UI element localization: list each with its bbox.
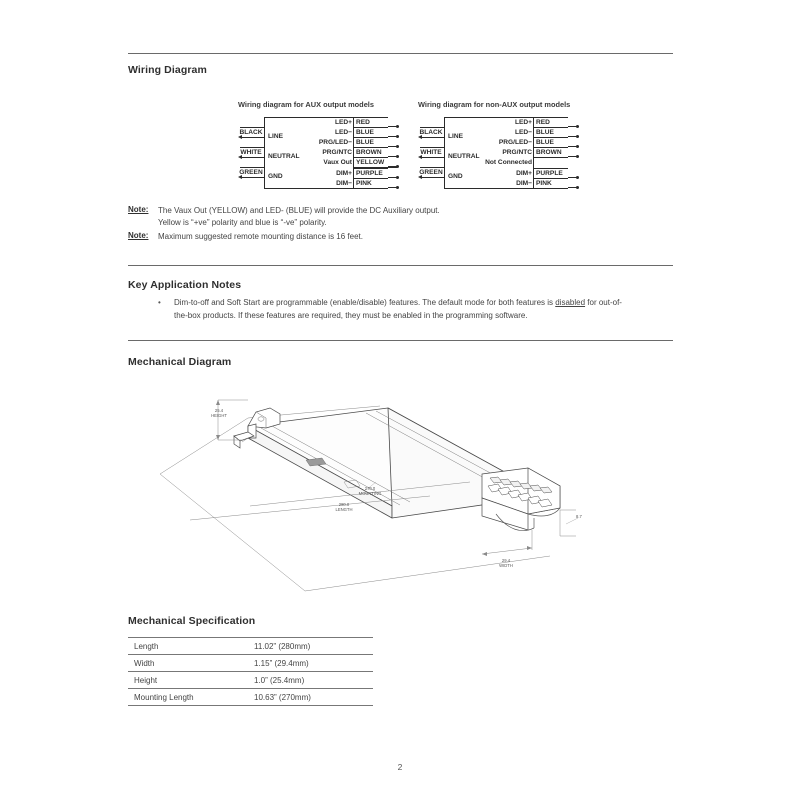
output-terminal-4: Not Connected bbox=[485, 159, 532, 167]
dimension-height-label: HEIGHT bbox=[211, 413, 227, 418]
input-wire-line bbox=[240, 147, 264, 148]
output-terminal-dot bbox=[396, 155, 399, 158]
output-wire-red-0: RED bbox=[534, 117, 568, 128]
output-terminal-dot bbox=[396, 176, 399, 179]
output-terminal-dot bbox=[576, 176, 579, 179]
key-note-bullet: • bbox=[158, 298, 161, 307]
output-terminal-3: PRG/NTC bbox=[322, 149, 352, 157]
mechanical-drawing bbox=[130, 378, 630, 613]
input-wire-line bbox=[420, 147, 444, 148]
dimension-mounting bbox=[352, 486, 388, 496]
dimension-width-label: WIDTH bbox=[499, 563, 513, 568]
output-terminal-2: PRG/LED− bbox=[498, 139, 532, 147]
output-terminal-5: DIM+ bbox=[336, 169, 352, 177]
output-terminal-2: PRG/LED− bbox=[318, 139, 352, 147]
input-wire-black: BLACK bbox=[419, 129, 443, 136]
output-terminal-dot bbox=[396, 165, 399, 168]
note-1-line-2: Yellow is “+ve” polarity and blue is “-ve” polarity. bbox=[158, 218, 327, 227]
output-wire-brown-3: BROWN bbox=[354, 147, 388, 158]
note-1-line-1: The Vaux Out (YELLOW) and LED- (BLUE) will provide the DC Auxiliary output. bbox=[158, 206, 440, 215]
output-terminal-dot bbox=[396, 125, 399, 128]
output-terminal-0: LED+ bbox=[334, 119, 352, 126]
note-2-tag: Note: bbox=[128, 231, 149, 240]
output-wire-blue-2: BLUE bbox=[534, 137, 568, 148]
output-wire-pink-6: PINK bbox=[534, 178, 568, 189]
key-note-text-before: Dim-to-off and Soft Start are programmable (enable/disable) features. The default mode for both features is bbox=[174, 298, 556, 307]
dimension-thickness bbox=[576, 514, 594, 519]
spec-value: 10.63” (270mm) bbox=[254, 689, 373, 706]
input-wire-line bbox=[420, 127, 444, 128]
dimension-thickness-value: 8.7 bbox=[576, 514, 582, 519]
table-row bbox=[128, 689, 373, 706]
input-arrow-icon bbox=[418, 135, 422, 139]
input-arrow-icon bbox=[418, 175, 422, 179]
section-title-key-application-notes: Key Application Notes bbox=[128, 279, 242, 291]
output-wire-pink-6: PINK bbox=[354, 178, 388, 189]
output-wire-yellow-4: YELLOW bbox=[354, 157, 388, 168]
wiring-diagram-non-aux-caption: Wiring diagram for non-AUX output models bbox=[418, 100, 571, 109]
input-wire-line bbox=[240, 167, 264, 168]
dimension-mounting-value: 270.0 bbox=[364, 486, 376, 491]
input-wire-white: WHITE bbox=[240, 149, 262, 156]
output-terminal-dot bbox=[396, 145, 399, 148]
input-wire-line bbox=[240, 127, 264, 128]
wiring-diagram-aux-caption: Wiring diagram for AUX output models bbox=[238, 100, 374, 109]
input-lead-line bbox=[240, 137, 264, 138]
table-row bbox=[128, 655, 373, 672]
key-note-text bbox=[174, 297, 624, 322]
spec-key: Length bbox=[128, 638, 254, 655]
output-terminal-dot bbox=[576, 155, 579, 158]
input-arrow-icon bbox=[238, 135, 242, 139]
input-lead-line bbox=[240, 157, 264, 158]
input-wire-green: GREEN bbox=[419, 169, 443, 176]
section-title-mechanical-diagram: Mechanical Diagram bbox=[128, 356, 232, 368]
output-wire-blue-1: BLUE bbox=[354, 127, 388, 138]
output-wire-purple-5: PURPLE bbox=[534, 168, 568, 179]
output-terminal-dot bbox=[576, 186, 579, 189]
input-wire-line bbox=[420, 167, 444, 168]
input-lead-line bbox=[420, 177, 444, 178]
section-divider-mech-diagram bbox=[128, 340, 673, 341]
spec-value: 1.15” (29.4mm) bbox=[254, 655, 373, 672]
dimension-length-value: 280.0 bbox=[338, 502, 350, 507]
output-terminal-1: LED− bbox=[514, 129, 532, 137]
section-divider-key-notes bbox=[128, 265, 673, 266]
input-terminal-line: LINE bbox=[448, 133, 464, 140]
input-arrow-icon bbox=[238, 155, 242, 159]
output-wire-purple-5: PURPLE bbox=[354, 168, 388, 179]
table-row bbox=[128, 638, 373, 655]
input-terminal-line: LINE bbox=[268, 133, 284, 140]
input-arrow-icon bbox=[418, 155, 422, 159]
section-divider-wiring bbox=[128, 53, 673, 54]
page-number: 2 bbox=[397, 762, 403, 772]
note-2-line-1: Maximum suggested remote mounting distance is 16 feet. bbox=[158, 232, 363, 241]
dimension-width bbox=[488, 558, 524, 568]
dimension-mounting-label: MOUNTING bbox=[358, 491, 382, 496]
dimension-length-label: LENGTH bbox=[335, 507, 353, 512]
dimension-width-value: 29.4 bbox=[501, 558, 511, 563]
output-terminal-dot bbox=[396, 186, 399, 189]
input-wire-green: GREEN bbox=[239, 169, 263, 176]
section-title-wiring-diagram: Wiring Diagram bbox=[128, 64, 207, 76]
input-lead-line bbox=[240, 177, 264, 178]
input-wire-black: BLACK bbox=[239, 129, 263, 136]
wiring-diagram-aux bbox=[238, 100, 398, 195]
input-terminal-gnd: GND bbox=[448, 173, 463, 180]
output-terminal-dot bbox=[576, 145, 579, 148]
output-wire-red-0: RED bbox=[354, 117, 388, 128]
input-wire-white: WHITE bbox=[420, 149, 442, 156]
output-terminal-3: PRG/NTC bbox=[502, 149, 532, 157]
note-1-tag: Note: bbox=[128, 205, 149, 214]
spec-key: Height bbox=[128, 672, 254, 689]
output-terminal-5: DIM+ bbox=[516, 169, 532, 177]
output-wire-blue-1: BLUE bbox=[534, 127, 568, 138]
input-lead-line bbox=[420, 137, 444, 138]
output-terminal-dot bbox=[396, 135, 399, 138]
input-lead-line bbox=[420, 157, 444, 158]
mechanical-specification-table bbox=[128, 637, 373, 706]
wiring-diagram-non-aux bbox=[418, 100, 583, 195]
input-terminal-neutral: NEUTRAL bbox=[268, 153, 300, 160]
output-terminal-4: Vaux Out bbox=[323, 159, 352, 167]
output-terminal-0: LED+ bbox=[514, 119, 532, 126]
input-terminal-gnd: GND bbox=[268, 173, 283, 180]
key-note-emphasis: disabled bbox=[555, 298, 586, 307]
dimension-height bbox=[204, 408, 234, 418]
table-row bbox=[128, 672, 373, 689]
spec-key: Width bbox=[128, 655, 254, 672]
spec-value: 1.0” (25.4mm) bbox=[254, 672, 373, 689]
output-terminal-dot bbox=[576, 125, 579, 128]
output-terminal-dot bbox=[576, 135, 579, 138]
spec-key: Mounting Length bbox=[128, 689, 254, 706]
output-terminal-1: LED− bbox=[334, 129, 352, 137]
input-terminal-neutral: NEUTRAL bbox=[448, 153, 480, 160]
input-arrow-icon bbox=[238, 175, 242, 179]
output-terminal-6: DIM− bbox=[516, 179, 532, 187]
output-wire-blue-2: BLUE bbox=[354, 137, 388, 148]
output-wire-brown-3: BROWN bbox=[534, 147, 568, 158]
section-title-mechanical-specification: Mechanical Specification bbox=[128, 615, 256, 627]
dimension-length bbox=[326, 502, 362, 512]
spec-value: 11.02” (280mm) bbox=[254, 638, 373, 655]
output-terminal-6: DIM− bbox=[336, 179, 352, 187]
key-note-text-after: for out-of-the-box products. If these features are required, they must be enabled in the programming software. bbox=[174, 298, 622, 320]
dimension-height-value: 25.4 bbox=[214, 408, 224, 413]
